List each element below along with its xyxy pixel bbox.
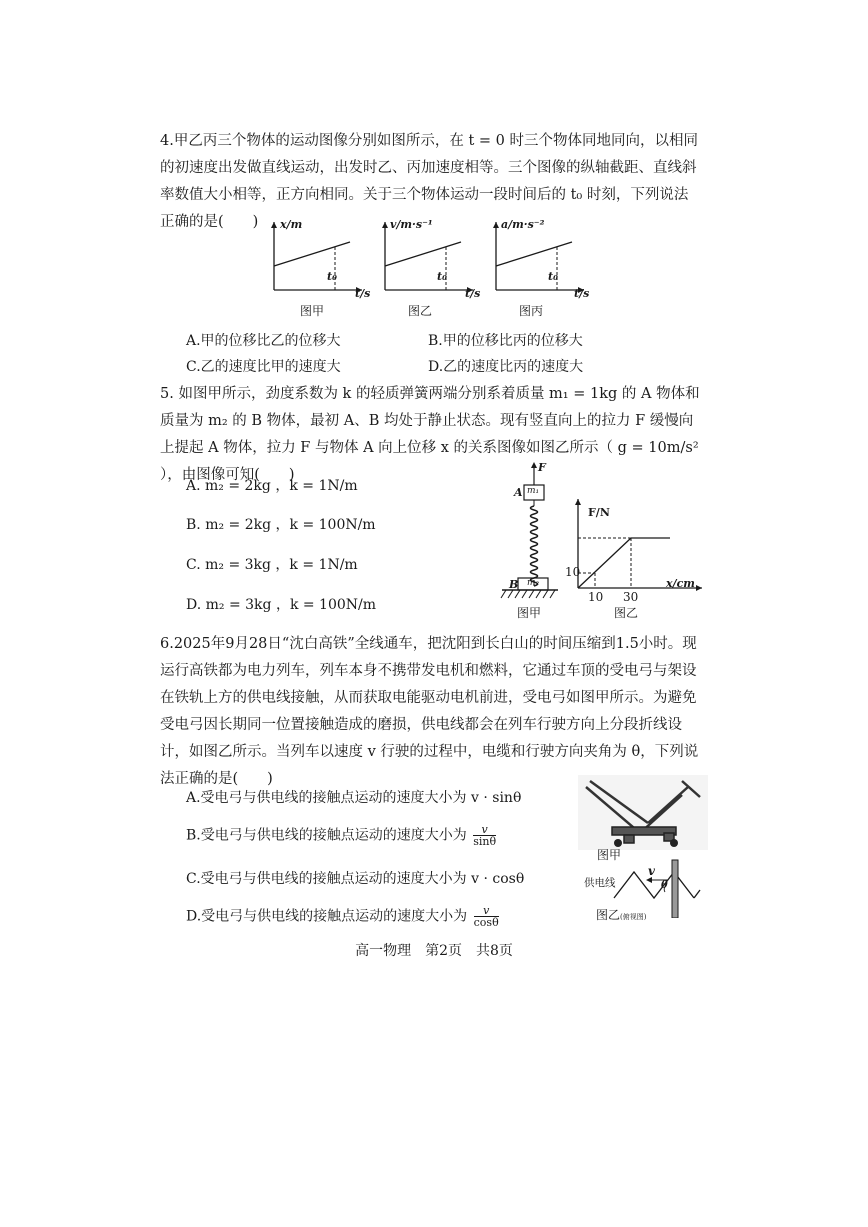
- question-5: [160, 381, 700, 489]
- question-4-stem: 4.甲乙丙三个物体的运动图像分别如图所示，在 t = 0 时三个物体同地同向，以相同的初速度出发做直线运动，出发时乙、丙加速度相等。三个图像的纵轴截距、直线斜率数值大小相等，正方向相同。关于三个物体运动一段时间后的 t₀ 时刻，下列说法正确的是( ): [160, 133, 698, 230]
- q4-option-c: C.乙的速度比甲的速度大: [186, 359, 341, 375]
- q6-velocity-label: v: [648, 864, 655, 878]
- q4-jia-xlabel: t/s: [355, 287, 371, 300]
- question-5-stem: 5. 如图甲所示，劲度系数为 k 的轻质弹簧两端分别系着质量 m₁ = 1kg 的 A 物体和质量为 m₂ 的 B 物体，最初 A、B 均处于静止状态。现有竖直向上的拉力 F 缓慢向上提起 A 物体，拉力 F 与物体 A 向上位移 x 的关系图像如图乙所示（ g = 10m/s² ），由图像可知( ): [160, 386, 700, 483]
- q5-graph-xtick-10: 10: [588, 590, 604, 604]
- q5-mass1-label: m₁: [527, 486, 540, 496]
- q4-bing-t0: t₀: [548, 270, 558, 283]
- q6-fig-yi-caption: [596, 906, 646, 923]
- q6-option-b: [186, 824, 496, 847]
- q5-option-c: C. m₂ = 3kg ，k = 1N/m: [186, 557, 358, 573]
- q4-jia-t0: t₀: [327, 270, 337, 283]
- q5-fig-jia-caption: 图甲: [517, 606, 542, 620]
- q4-option-d: D.乙的速度比丙的速度大: [428, 359, 584, 375]
- q6-option-c: C.受电弓与供电线的接触点运动的速度大小为 v · cosθ: [186, 871, 525, 887]
- q5-block-a-label: A: [514, 486, 523, 499]
- q4-option-a: A.甲的位移比乙的位移大: [186, 333, 341, 349]
- q6-theta-label: θ: [661, 880, 668, 891]
- q6-option-d-numerator: v: [474, 905, 499, 917]
- q5-option-b: B. m₂ = 2kg ，k = 100N/m: [186, 517, 376, 533]
- q4-jia-caption: 图甲: [300, 304, 325, 318]
- page-footer: 高一物理 第2页 共8页: [355, 943, 513, 959]
- q4-yi-t0: t₀: [437, 270, 447, 283]
- q6-option-b-denominator: sinθ: [473, 835, 497, 848]
- q4-yi-caption: 图乙: [408, 304, 433, 318]
- q4-bing-xlabel: t/s: [574, 287, 590, 300]
- q5-graph-ytick: 10: [565, 565, 581, 579]
- q5-force-label: F: [538, 461, 546, 474]
- q6-fig-jia-caption: 图甲: [597, 848, 622, 862]
- q5-fig-yi-caption: 图乙: [614, 606, 639, 620]
- q5-mass2-label: m₂: [527, 578, 540, 588]
- q4-yi-ylabel: v/m·s⁻¹: [390, 218, 433, 231]
- q6-option-b-text: B.受电弓与供电线的接触点运动的速度大小为: [186, 827, 467, 844]
- q5-option-d: D. m₂ = 3kg ，k = 100N/m: [186, 597, 377, 613]
- q4-bing-caption: 图丙: [519, 304, 544, 318]
- q6-option-d-text: D.受电弓与供电线的接触点运动的速度大小为: [186, 908, 468, 925]
- q6-option-b-fraction: [473, 824, 496, 847]
- q5-graph-ylabel: F/N: [588, 506, 610, 519]
- question-6: [160, 631, 700, 793]
- q6-option-a: A.受电弓与供电线的接触点运动的速度大小为 v · sinθ: [186, 790, 522, 806]
- q6-option-d: [186, 905, 499, 928]
- q6-option-d-denominator: cosθ: [473, 916, 499, 929]
- q5-graph-xtick-30: 30: [623, 590, 639, 604]
- q6-fig-yi-caption-text: 图乙: [596, 908, 621, 922]
- q4-yi-xlabel: t/s: [465, 287, 481, 300]
- q6-option-d-fraction: [474, 905, 499, 928]
- q4-jia-ylabel: x/m: [280, 218, 303, 231]
- q5-graph-xlabel: x/cm: [666, 577, 695, 590]
- q6-pantograph-image: [578, 775, 708, 850]
- q4-bing-ylabel: a/m·s⁻²: [501, 218, 545, 231]
- q6-option-b-numerator: v: [473, 824, 496, 836]
- q5-option-a: A. m₂ = 2kg ，k = 1N/m: [186, 478, 358, 494]
- q4-option-b: B.甲的位移比丙的位移大: [428, 333, 583, 349]
- q6-wire-label: 供电线: [584, 877, 616, 889]
- q5-block-b-label: B: [509, 578, 519, 591]
- question-6-stem: 6.2025年9月28日“沈白高铁”全线通车，把沈阳到长白山的时间压缩到1.5小时。现运行高铁都为电力列车，列车本身不携带发电机和燃料，它通过车顶的受电弓与架设在铁轨上方的供电线接触，从而获取电能驱动电机前进，受电弓如图甲所示。为避免受电弓因长期同一位置接触造成的磨损，供电线都会在列车行驶方向上分段折线设计，如图乙所示。当列车以速度 v 行驶的过程中，电缆和行驶方向夹角为 θ，下列说法正确的是( ): [160, 636, 699, 787]
- q6-fig-yi-caption-note: (俯视图): [620, 913, 647, 921]
